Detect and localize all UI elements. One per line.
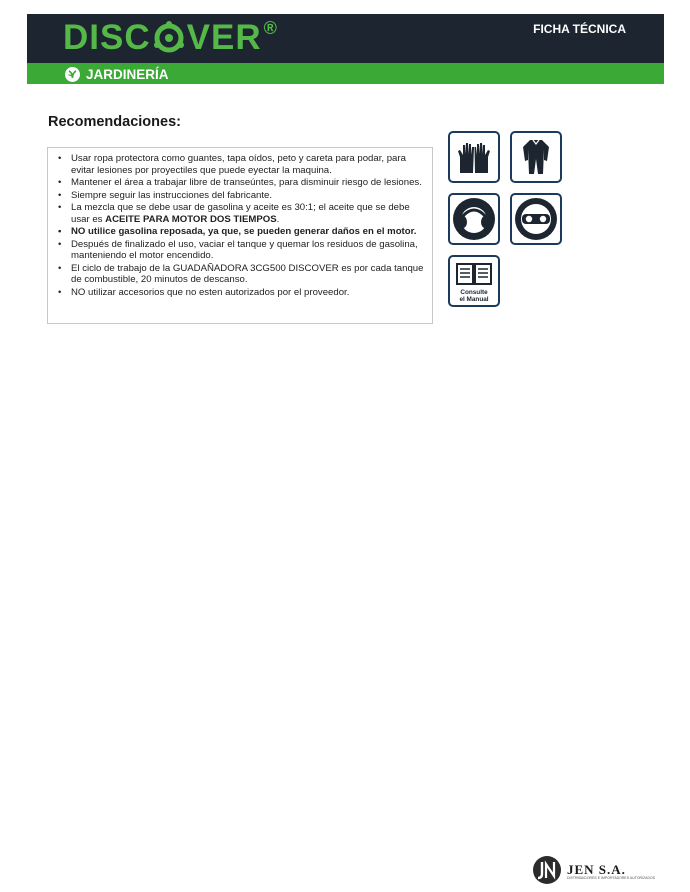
doc-type-label: FICHA TÉCNICA xyxy=(533,22,626,36)
item-text-end: . xyxy=(276,213,280,225)
company-logo-icon xyxy=(533,856,561,884)
goggles-icon xyxy=(510,193,562,245)
list-item: • Después de finalizado el uso, vaciar el tanque y quemar los residuos de gasolina, manteniendo el motor encendido. xyxy=(71,239,426,262)
footer-logo xyxy=(533,855,656,885)
coverall-icon xyxy=(510,131,562,183)
brand-o-icon xyxy=(152,21,186,55)
manual-icon xyxy=(448,255,500,307)
list-item: • Siempre seguir las instrucciones del fabricante. xyxy=(71,190,426,202)
item-bold-text: ACEITE PARA MOTOR DOS TIEMPOS xyxy=(105,213,277,225)
company-tagline: DISTRIBUIDORES E IMPORTADORES AUTORIZADOS xyxy=(567,876,656,880)
leaf-icon xyxy=(65,67,80,82)
ear-protection-icon xyxy=(448,193,500,245)
category-text: JARDINERÍA xyxy=(86,66,169,82)
list-item: • NO utilizar accesorios que no esten autorizados por el proveedor. xyxy=(71,287,426,299)
registered-mark: ® xyxy=(263,17,278,38)
list-item: • Usar ropa protectora como guantes, tapa oídos, peto y careta para podar, para evitar lesiones por proyectiles que puede eyectar la maquina. xyxy=(71,153,426,176)
gloves-icon xyxy=(448,131,500,183)
brand-logo xyxy=(63,18,278,58)
item-text: La mezcla que se debe usar de gasolina y aceite es 30:1; el aceite que se debe usar es xyxy=(71,202,410,225)
category-label xyxy=(65,64,169,84)
list-item: • Mantener el área a trabajar libre de transeúntes, para disminuir riesgo de lesiones. xyxy=(71,177,426,189)
section-title: Recomendaciones: xyxy=(48,114,181,130)
list-item xyxy=(71,202,426,225)
brand-prefix: DISC xyxy=(63,18,151,57)
recommendations-box xyxy=(47,147,433,324)
recommendations-list xyxy=(48,148,432,298)
header xyxy=(27,14,664,84)
manual-label-line-1: Consulte xyxy=(460,289,488,296)
company-name: JEN S.A. xyxy=(567,862,626,877)
manual-label-line-2: el Manual xyxy=(459,296,489,303)
manual-label xyxy=(450,289,498,303)
brand-suffix: VER xyxy=(186,18,262,57)
list-item: • El ciclo de trabajo de la GUADAÑADORA 3CG500 DISCOVER es por cada tanque de combustible, 20 minutos de descanso. xyxy=(71,263,426,286)
list-item: • NO utilice gasolina reposada, ya que, se pueden generar daños en el motor. xyxy=(71,226,426,238)
